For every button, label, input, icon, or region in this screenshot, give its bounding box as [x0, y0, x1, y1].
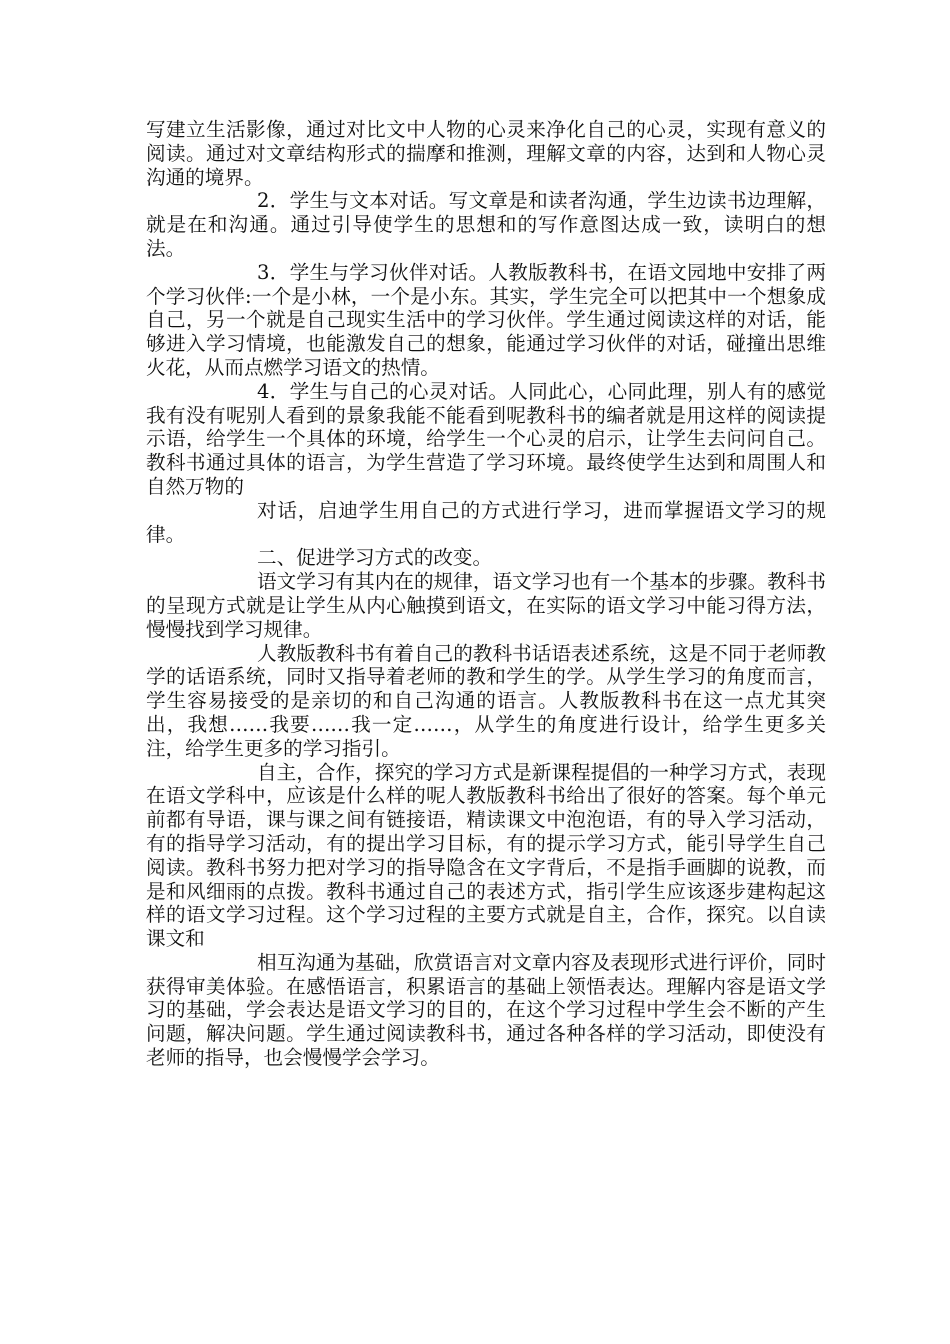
document-page — [146, 118, 826, 1070]
paragraph-text-dialogue: 2．学生与文本对话。写文章是和读者沟通，学生边读书边理解，就是在和沟通。通过引导使学生的思想和的写作意图达成一致，读明白的想法。 — [146, 189, 826, 260]
section-heading: 二、促进学习方式的改变。 — [257, 546, 493, 570]
paragraph-discourse-system: 人教版教科书有着自己的教科书话语表述系统，这是不同于老师教学的话语系统，同时又指导着老师的教和学生的学。从学生学习的角度而言，学生容易接受的是亲切的和自己沟通的语言。人教版教科书在这一点尤其突出，我想……我要……我一定……，从学生的角度进行设计，给学生更多关注，给学生更多的学习指引。 — [146, 641, 826, 760]
paragraph-dialogue-conclusion: 对话，启迪学生用自己的方式进行学习，进而掌握语文学习的规律。 — [146, 498, 826, 546]
paragraph-self-dialogue: 4．学生与自己的心灵对话。人同此心，心同此理，别人有的感觉我有没有呢别人看到的景象我能不能看到呢教科书的编者就是用这样的阅读提示语，给学生一个具体的环境，给学生一个心灵的启示，让学生去问问自己。教科书通过具体的语言，为学生营造了学习环境。最终使学生达到和周围人和自然万物的 — [146, 379, 826, 498]
paragraph-learning-methods: 自主，合作，探究的学习方式是新课程提倡的一种学习方式，表现在语文学科中，应该是什么样的呢人教版教科书给出了很好的答案。每个单元前都有导语，课与课之间有链接语，精读课文中泡泡语，有的导入学习活动，有的指导学习活动，有的提出学习目标，有的提示学习方式，能引导学生自己阅读。教科书努力把对学习的指导隐含在文字背后，不是指手画脚的说教，而是和风细雨的点拨。教科书通过自己的表述方式，指引学生应该逐步建构起这样的语文学习过程。这个学习过程的主要方式就是自主，合作，探究。以自读课文和 — [146, 760, 826, 951]
paragraph-peer-dialogue: 3．学生与学习伙伴对话。人教版教科书，在语文园地中安排了两个学习伙伴:一个是小林，一个是小东。其实，学生完全可以把其中一个想象成自己，另一个就是自己现实生活中的学习伙伴。学生通过阅读这样的对话，能够进入学习情境，也能激发自己的想象，能通过学习伙伴的对话，碰撞出思维火花，从而点燃学习语文的热情。 — [146, 260, 826, 379]
paragraph-final: 相互沟通为基础，欣赏语言对文章内容及表现形式进行评价，同时获得审美体验。在感悟语言，积累语言的基础上领悟表达。理解内容是语文学习的基础，学会表达是语文学习的目的，在这个学习过程中学生会不断的产生问题，解决问题。学生通过阅读教科书，通过各种各样的学习活动，即使没有老师的指导，也会慢慢学会学习。 — [146, 950, 826, 1070]
paragraph-learning-rules: 语文学习有其内在的规律，语文学习也有一个基本的步骤。教科书的呈现方式就是让学生从内心触摸到语文，在实际的语文学习中能习得方法，慢慢找到学习规律。 — [146, 570, 826, 641]
paragraph-continuation: 写建立生活影像，通过对比文中人物的心灵来净化自己的心灵，实现有意义的阅读。通过对文章结构形式的揣摩和推测，理解文章的内容，达到和人物心灵沟通的境界。 — [146, 118, 826, 189]
